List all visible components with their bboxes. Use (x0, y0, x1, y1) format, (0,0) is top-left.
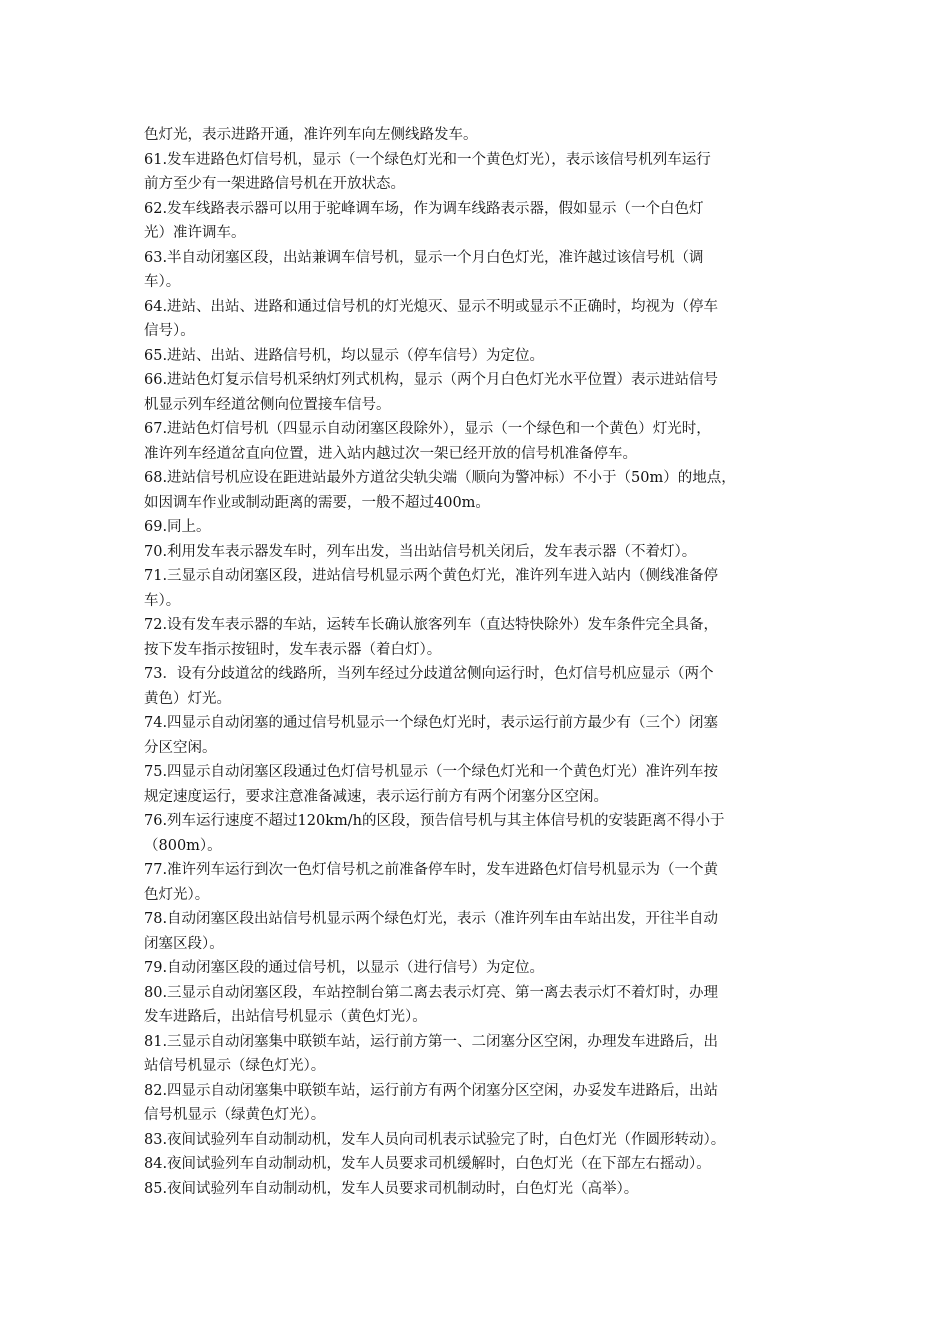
text-line: 84.夜间试验列车自动制动机，发车人员要求司机缓解时，白色灯光（在下部左右摇动）。 (144, 1156, 711, 1172)
text-line: 71.三显示自动闭塞区段，进站信号机显示两个黄色灯光，准许列车进入站内（侧线准备停 (144, 568, 719, 584)
text-line: 74.四显示自动闭塞的通过信号机显示一个绿色灯光时，表示运行前方最少有（三个）闭塞 (144, 715, 719, 731)
text-line: 83.夜间试验列车自动制动机，发车人员向司机表示试验完了时，白色灯光（作圆形转动）。 (144, 1131, 726, 1148)
text-line: 站信号机显示（绿色灯光）。 (144, 1058, 326, 1074)
text-line: 色灯光）。 (144, 886, 210, 903)
text-line: 70.利用发车表示器发车时，列车出发，当出站信号机关闭后，发车表示器（不着灯）。 (144, 543, 697, 560)
text-line: 前方至少有一架进路信号机在开放状态。 (144, 176, 405, 192)
text-line: 75.四显示自动闭塞区段通过色灯信号机显示（一个绿色灯光和一个黄色灯光）准许列车按 (144, 764, 719, 780)
text-line: 66.进站色灯复示信号机采纳灯列式机构，显示（两个月白色灯光水平位置）表示进站信号 (144, 372, 719, 388)
text-line: 61.发车进路色灯信号机，显示（一个绿色灯光和一个黄色灯光），表示该信号机列车运行 (144, 151, 711, 168)
text-line: 65.进站、出站、进路信号机，均以显示（停车信号）为定位。 (144, 347, 545, 364)
text-line: 62.发车线路表示器可以用于驼峰调车场，作为调车线路表示器，假如显示（一个白色灯 (144, 200, 704, 217)
text-line: 如因调车作业或制动距离的需要，一般不超过400m。 (144, 494, 490, 511)
text-line: 64.进站、出站、进路和通过信号机的灯光熄灭、显示不明或显示不正确时，均视为（停车 (144, 298, 719, 315)
text-line: 77.准许列车运行到次一色灯信号机之前准备停车时，发车进路色灯信号机显示为（一个黄 (144, 862, 719, 878)
text-line: 82.四显示自动闭塞集中联锁车站，运行前方有两个闭塞分区空闲，办妥发车进路后，出站 (144, 1082, 719, 1099)
text-line: 分区空闲。 (144, 739, 217, 756)
text-line: 车）。 (144, 592, 181, 609)
text-line: 车）。 (144, 274, 181, 290)
text-line: 信号）。 (144, 323, 195, 339)
text-line: 81.三显示自动闭塞集中联锁车站，运行前方第一、二闭塞分区空闲，办理发车进路后，出 (144, 1033, 719, 1050)
text-line: 机显示列车经道岔侧向位置接车信号。 (144, 396, 391, 413)
text-line: 63.半自动闭塞区段，出站兼调车信号机，显示一个月白色灯光，准许越过该信号机（调 (144, 249, 704, 266)
text-line: 85.夜间试验列车自动制动机，发车人员要求司机制动时，白色灯光（高举）。 (144, 1180, 639, 1197)
text-line: 按下发车指示按钮时，发车表示器（着白灯）。 (144, 641, 442, 658)
text-line: 72.设有发车表示器的车站，运转车长确认旅客列车（直达特快除外）发车条件完全具备， (144, 617, 719, 633)
text-line: 68.进站信号机应设在距进站最外方道岔尖轨尖端（顺向为警冲标）不小于（50m）的地点， (144, 470, 736, 486)
text-line: 光）准许调车。 (144, 225, 246, 241)
text-line: 规定速度运行，要求注意准备减速，表示运行前方有两个闭塞分区空闲。 (144, 788, 608, 805)
text-line: 80.三显示自动闭塞区段，车站控制台第二离去表示灯亮、第一离去表示灯不着灯时，办理 (144, 984, 719, 1001)
document-body (144, 123, 814, 1201)
text-line: 黄色）灯光。 (144, 690, 231, 707)
text-line: 67.进站色灯信号机（四显示自动闭塞区段除外），显示（一个绿色和一个黄色）灯光时， (144, 421, 711, 437)
text-line: 色灯光，表示进路开通，准许列车向左侧线路发车。 (144, 127, 478, 143)
text-line: 闭塞区段）。 (144, 935, 224, 952)
text-line: 准许列车经道岔直向位置，进入站内越过次一架已经开放的信号机准备停车。 (144, 445, 637, 462)
text-line: 73．设有分歧道岔的线路所，当列车经过分歧道岔侧向运行时，色灯信号机应显示（两个 (144, 666, 714, 682)
text-line: 78.自动闭塞区段出站信号机显示两个绿色灯光，表示（准许列车由车站出发，开往半自动 (144, 911, 719, 927)
text-line: 69.同上。 (144, 519, 211, 535)
text-line: 信号机显示（绿黄色灯光）。 (144, 1107, 326, 1123)
text-line: 76.列车运行速度不超过120km/h的区段，预告信号机与其主体信号机的安装距离不得小于 (144, 813, 725, 829)
text-line: （800m）。 (144, 837, 222, 854)
text-line: 发车进路后，出站信号机显示（黄色灯光）。 (144, 1009, 427, 1025)
text-line: 79.自动闭塞区段的通过信号机，以显示（进行信号）为定位。 (144, 960, 545, 976)
